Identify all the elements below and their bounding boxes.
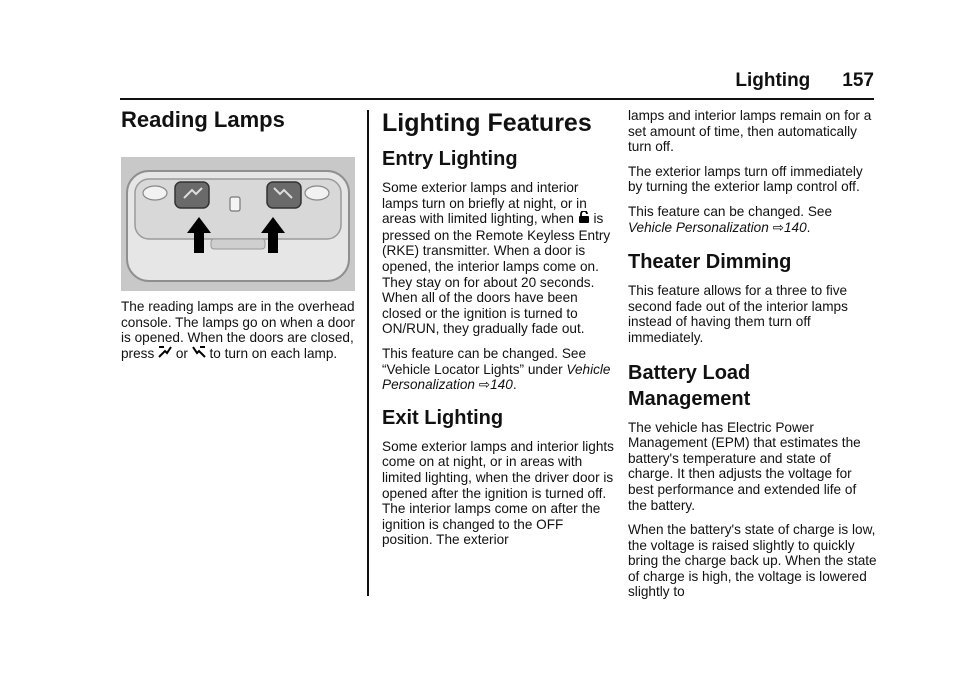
entry-lighting-heading: Entry Lighting — [382, 148, 518, 170]
page-ref[interactable]: 140 — [490, 377, 513, 393]
vehicle-personalization-link-2[interactable]: Vehicle Personalization — [628, 219, 769, 235]
feature-change-paragraph: This feature can be changed. See Vehicle Personalization ⇨140. — [628, 203, 833, 235]
battery-paragraph-2: When the battery's state of charge is low, the voltage is raised slightly to quickly bring the charge back up. When the state of charge is high, the voltage is lowered slightly to — [628, 522, 877, 600]
entry-lighting-see-paragraph: This feature can be changed. See “Vehicle Locator Lights” under Vehicle Personalization ⇨140. — [382, 346, 611, 393]
page-header — [120, 70, 874, 98]
ref-arrow-icon: ⇨ — [478, 377, 491, 393]
exit-lighting-heading: Exit Lighting — [382, 406, 504, 429]
reading-lamps-paragraph: The reading lamps are in the overhead console. The lamps go on when a door is opened. When the doors are closed, press or to turn on each lamp. — [121, 299, 356, 361]
console-drawing — [121, 157, 355, 291]
exit-lighting-paragraph: Some exterior lamps and interior lights come on at night, or in areas with limited lighting, when the driver door is opened after the ignition is turned off. The interior lamps come on after the ignition is changed to the OFF position. The exterior — [382, 438, 614, 548]
exterior-lamps-paragraph: The exterior lamps turn off immediately by turning the exterior lamp control off. — [628, 163, 863, 195]
page-number: 157 — [842, 70, 874, 91]
battery-paragraph-1: The vehicle has Electric Power Management (EPM) that estimates the battery's temperature and state of charge. It then adjusts the voltage for best performance and extended life of the battery. — [628, 419, 861, 513]
column-3 — [628, 108, 878, 609]
reading-lamps-heading: Reading Lamps — [121, 107, 285, 132]
theater-dimming-heading: Theater Dimming — [628, 251, 792, 274]
section-title: Lighting — [735, 70, 811, 91]
theater-dimming-paragraph: This feature allows for a three to five second fade out of the interior lamps instead of having them turn off immediately. — [628, 283, 848, 345]
column-1 — [121, 106, 357, 371]
vehicle-unlock-icon — [578, 211, 590, 228]
exit-lighting-continuation: lamps and interior lamps remain on for a set amount of time, then automatically turn off. — [628, 108, 872, 155]
entry-lighting-paragraph: Some exterior lamps and interior lamps turn on briefly at night, or in areas with limited lighting, when is pressed on the Remote Keyless Entry (RKE) transmitter. When a door is opened, the interior lamps come on. They stay on for about 20 seconds. When all of the doors have been closed or the ignition is turned to ON/RUN, they gradually fade out. — [382, 180, 611, 337]
left-reading-lamp-icon — [158, 346, 172, 362]
right-reading-lamp-icon — [192, 346, 206, 362]
vehicle-personalization-link[interactable]: Vehicle Personalization — [382, 361, 611, 393]
column-divider — [367, 110, 369, 596]
ref-arrow-icon: ⇨ — [772, 219, 784, 235]
lighting-features-title: Lighting Features — [382, 109, 592, 137]
battery-load-heading: Battery Load Management — [628, 361, 751, 410]
header-rule — [120, 98, 874, 100]
column-2 — [382, 106, 614, 557]
page-ref-2[interactable]: 140 — [783, 219, 807, 235]
overhead-console-illustration — [121, 157, 355, 291]
